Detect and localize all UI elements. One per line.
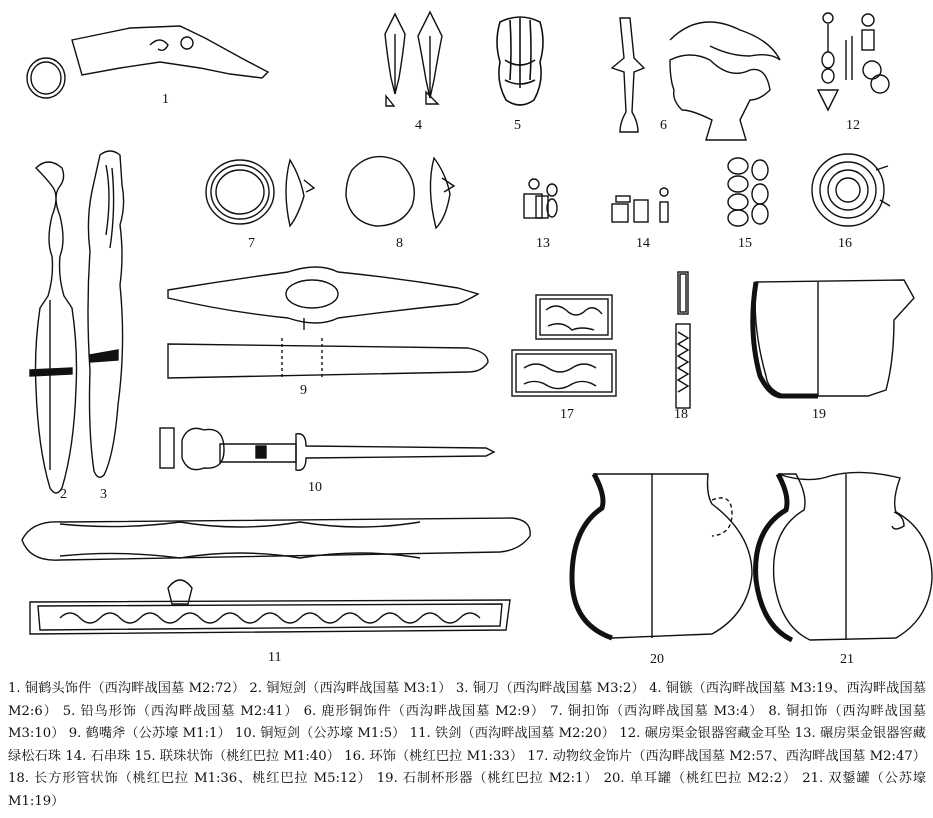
- artifact-21-double-lugged-jar: [756, 472, 932, 640]
- figure-number-17: 17: [560, 407, 574, 422]
- caption-item-15: 15. 联珠状饰（桃红巴拉 M1:40）: [134, 748, 340, 764]
- figure-number-2: 2: [60, 487, 67, 502]
- figure-number-1: 1: [162, 92, 169, 107]
- caption-item-2: 2. 铜短剑（西沟畔战国墓 M3:1）: [249, 681, 452, 696]
- caption-item-18: 18. 长方形管状饰（桃红巴拉 M1:36、桃红巴拉 M5:12）: [8, 771, 372, 786]
- figure-number-12: 12: [846, 118, 860, 133]
- caption-item-6: 6. 鹿形铜饰件（西沟畔战国墓 M2:9）: [303, 703, 545, 719]
- caption-item-1: 1. 铜鹤头饰件（西沟畔战国墓 M2:72）: [8, 681, 246, 696]
- artifact-10-bronze-sword: [160, 428, 494, 470]
- caption-item-12: 12. 碾房渠金银器窖藏金耳坠: [619, 726, 791, 741]
- artifact-4-arrowheads: [385, 12, 442, 106]
- figure-caption: [8, 678, 926, 813]
- caption-item-10: 10. 铜短剑（公苏壕 M1:5）: [235, 726, 406, 741]
- artifact-13-turquoise-beads: [524, 179, 557, 218]
- artifact-14-stone-beads: [612, 188, 668, 222]
- artifact-3-bronze-knife: [88, 151, 124, 477]
- caption-item-5: 5. 铅鸟形饰（西沟畔战国墓 M2:41）: [62, 703, 299, 719]
- caption-item-21: 21. 双鋬罐（公苏壕 M1:19）: [8, 771, 926, 809]
- caption-item-3: 3. 铜刀（西沟畔战国墓 M3:2）: [455, 681, 645, 696]
- artifact-12-earrings: [818, 13, 889, 110]
- figure-number-6: 6: [660, 118, 667, 133]
- figure-number-19: 19: [812, 407, 826, 422]
- caption-item-7: 7. 铜扣饰（西沟畔战国墓 M3:4）: [550, 703, 764, 719]
- figure-number-21: 21: [840, 652, 854, 667]
- figure-number-7: 7: [248, 236, 255, 251]
- figure-number-11: 11: [268, 650, 282, 665]
- artifact-5-lead-bird: [497, 17, 543, 105]
- artifact-7-bronze-buckle: [206, 160, 314, 226]
- artifact-18-tubular-ornaments: [676, 272, 690, 408]
- figure-number-8: 8: [396, 236, 403, 251]
- figure-number-13: 13: [536, 236, 550, 251]
- figure-number-20: 20: [650, 652, 664, 667]
- caption-item-4: 4. 铜镞（西沟畔战国墓 M3:19、西沟畔战国墓 M2:6）: [8, 681, 926, 719]
- caption-item-9: 9. 鹤嘴斧（公苏壕 M1:1）: [68, 726, 231, 741]
- artifact-6-deer-ornament: [612, 18, 780, 140]
- artifact-8-bronze-buckle: [346, 157, 454, 228]
- artifact-20-single-handled-jar: [572, 474, 752, 638]
- figure-number-10: 10: [308, 480, 322, 495]
- caption-item-11: 11. 铁剑（西沟畔战国墓 M2:20）: [409, 726, 616, 741]
- artifact-1-crane-head: [27, 26, 268, 98]
- figure-number-16: 16: [838, 236, 852, 251]
- figure-number-15: 15: [738, 236, 752, 251]
- artifact-17-gold-plates: [512, 295, 616, 396]
- caption-item-19: 19. 石制杯形器（桃红巴拉 M2:1）: [376, 771, 599, 786]
- artifact-9-crane-beak-axe: [168, 267, 488, 378]
- figure-number-5: 5: [514, 118, 521, 133]
- caption-item-8: 8. 铜扣饰（西沟畔战国墓 M3:10）: [8, 703, 926, 741]
- artifact-16-ring-ornament: [812, 154, 890, 226]
- artifact-15-linked-bead-ornament: [728, 158, 768, 226]
- caption-item-16: 16. 环饰（桃红巴拉 M1:33）: [344, 748, 524, 764]
- figure-number-3: 3: [100, 487, 107, 502]
- artifact-19-stone-cup: [753, 280, 914, 396]
- figure-number-18: 18: [674, 407, 688, 422]
- artifact-2-bronze-sword: [30, 162, 77, 493]
- caption-item-13: 13. 碾房渠金银器窖藏绿松石珠: [8, 726, 926, 764]
- caption-item-14: 14. 石串珠: [65, 748, 131, 764]
- artifact-11-iron-sword: [22, 518, 530, 634]
- figure-number-4: 4: [415, 118, 422, 133]
- figure-number-9: 9: [300, 383, 307, 398]
- caption-item-20: 20. 单耳罐（桃红巴拉 M2:2）: [603, 771, 798, 786]
- figure-number-14: 14: [636, 236, 650, 251]
- caption-item-17: 17. 动物纹金饰片（西沟畔战国墓 M2:57、西沟畔战国墓 M2:47）: [527, 748, 926, 764]
